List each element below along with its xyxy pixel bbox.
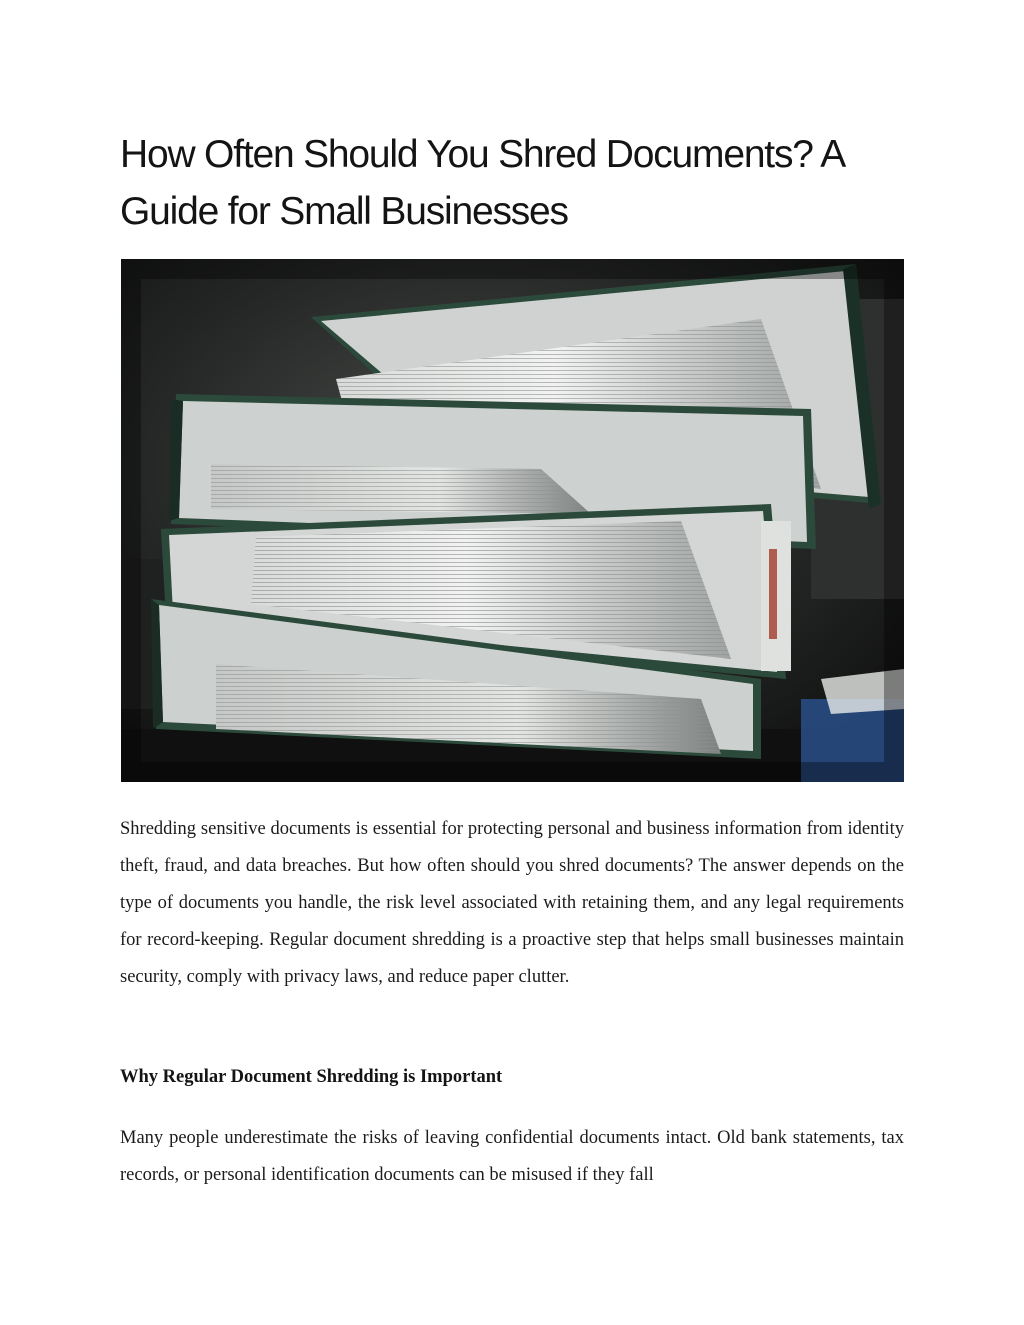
intro-paragraph: Shredding sensitive documents is essential for protecting personal and business information from identity theft, fraud, and data breaches. But how often should you shred documents? The answer depends on the type of documents you handle, the risk level associated with retaining them, and any legal requirements for record-keeping. Regular document shredding is a proactive step that helps small businesses maintain security, comply with privacy laws, and reduce paper clutter. — [120, 819, 904, 987]
body-paragraph: Many people underestimate the risks of leaving confidential documents intact. Old bank statements, tax records, or personal identification documents can be misused if they fall — [120, 1128, 904, 1185]
binders-photo — [121, 259, 904, 782]
section-heading: Why Regular Document Shredding is Important — [120, 1067, 503, 1087]
binders-illustration — [121, 259, 904, 782]
article-title: How Often Should You Shred Documents? A Guide for Small Businesses — [120, 133, 843, 233]
